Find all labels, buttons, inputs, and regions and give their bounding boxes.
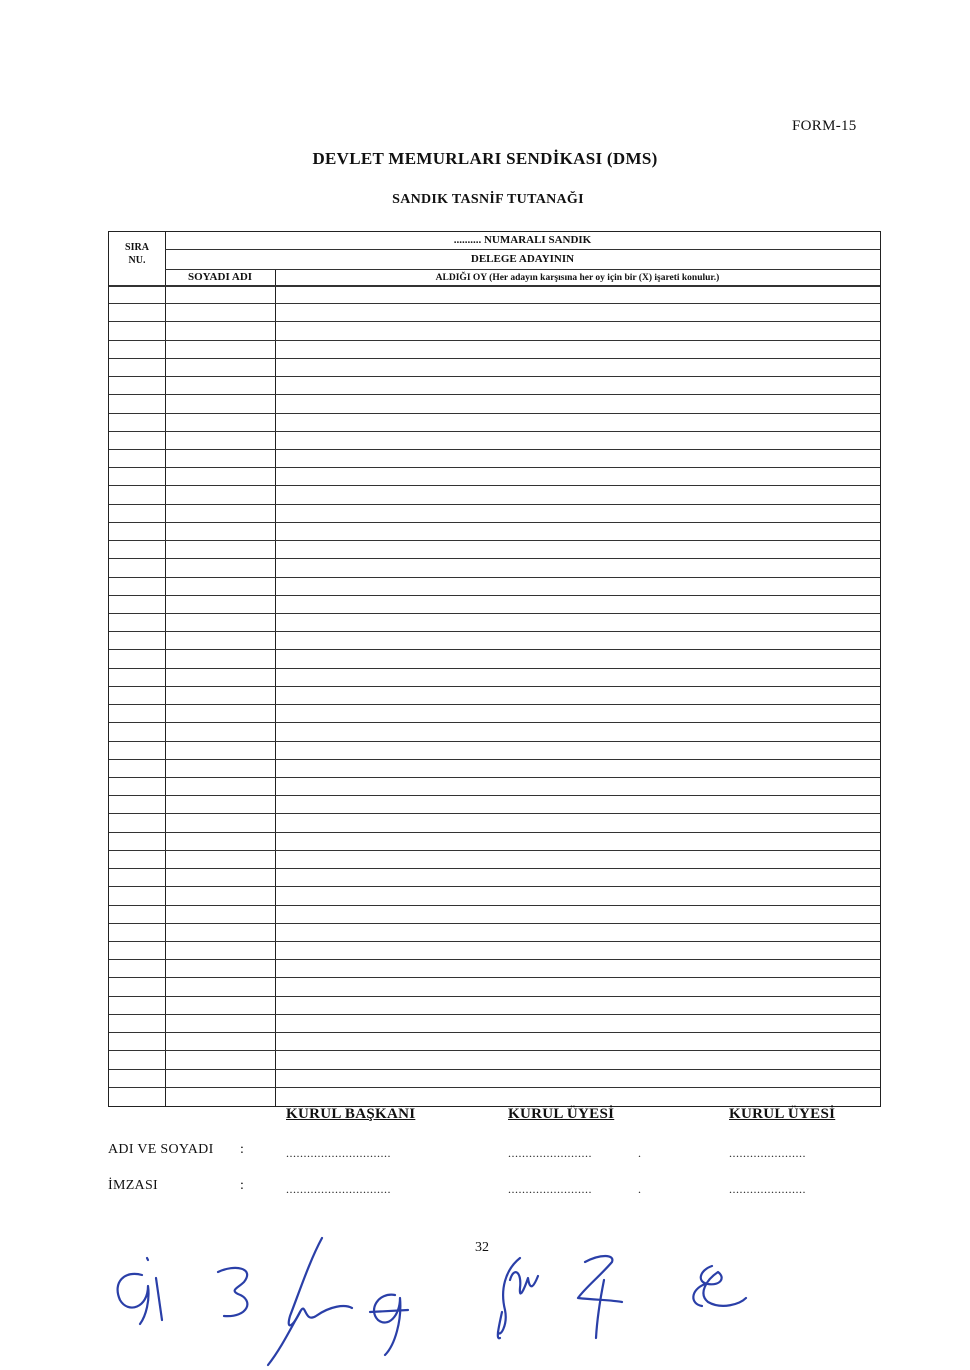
table-row-line xyxy=(109,996,880,997)
tally-table xyxy=(108,231,881,1107)
table-row-line xyxy=(109,577,880,578)
table-row-line xyxy=(109,977,880,978)
table-row-line xyxy=(109,832,880,833)
signature-3 xyxy=(268,1238,352,1365)
table-row-line xyxy=(109,886,880,887)
table-row-line xyxy=(109,1032,880,1033)
sign-label: İMZASI xyxy=(108,1178,159,1193)
name-label: ADI VE SOYADI xyxy=(108,1142,214,1157)
sira-column-divider xyxy=(165,232,166,1106)
table-row-line xyxy=(109,394,880,395)
table-row-line xyxy=(109,522,880,523)
table-row-line xyxy=(109,704,880,705)
table-row-line xyxy=(109,941,880,942)
table-row-line xyxy=(109,431,880,432)
table-row-line xyxy=(109,741,880,742)
header-line-3 xyxy=(109,285,880,287)
table-row-line xyxy=(109,759,880,760)
header-line-2 xyxy=(165,269,880,270)
table-row-line xyxy=(109,558,880,559)
name-colon: : xyxy=(240,1142,244,1157)
name-header: SOYADI ADI xyxy=(187,271,253,283)
name-field-chairman: .............................. xyxy=(286,1146,391,1160)
sign-colon: : xyxy=(240,1178,244,1193)
numbered-box-header: .......... NUMARALI SANDIK xyxy=(453,234,592,246)
table-row-line xyxy=(109,923,880,924)
sign-field-member-1-dot: . xyxy=(638,1182,642,1196)
table-row-line xyxy=(109,813,880,814)
table-row-line xyxy=(109,868,880,869)
table-row-line xyxy=(109,1069,880,1070)
document-title: DEVLET MEMURLARI SENDİKASI (DMS) xyxy=(312,149,658,168)
table-row-line xyxy=(109,321,880,322)
signature-5 xyxy=(498,1258,538,1338)
table-row-line xyxy=(109,649,880,650)
table-row-line xyxy=(109,795,880,796)
role-member-1: KURUL ÜYESİ xyxy=(508,1106,615,1122)
name-field-member-1: ........................ xyxy=(508,1146,592,1160)
table-row-line xyxy=(109,686,880,687)
role-chairman: KURUL BAŞKANI xyxy=(286,1106,416,1122)
table-row-line xyxy=(109,340,880,341)
name-field-member-2: ...................... xyxy=(729,1146,806,1160)
table-row-line xyxy=(109,595,880,596)
form-number: FORM-15 xyxy=(792,118,857,134)
table-row-line xyxy=(109,485,880,486)
signature-7 xyxy=(693,1266,746,1306)
table-row-line xyxy=(109,449,880,450)
table-row-line xyxy=(109,303,880,304)
table-row-line xyxy=(109,777,880,778)
signature-2 xyxy=(218,1268,247,1316)
table-row-line xyxy=(109,376,880,377)
table-row-line xyxy=(109,358,880,359)
table-row-line xyxy=(109,722,880,723)
table-row-line xyxy=(109,467,880,468)
table-row-line xyxy=(109,413,880,414)
role-member-2: KURUL ÜYESİ xyxy=(729,1106,836,1122)
sign-field-chairman: .............................. xyxy=(286,1182,391,1196)
table-row-line xyxy=(109,613,880,614)
table-row-line xyxy=(109,1050,880,1051)
sira-header: SIRA NU. xyxy=(125,242,149,266)
table-row-line xyxy=(109,850,880,851)
document-subtitle: SANDIK TASNİF TUTANAĞI xyxy=(392,192,584,207)
sign-field-member-1: ........................ xyxy=(508,1182,592,1196)
name-column-divider xyxy=(275,270,276,1106)
header-line-1 xyxy=(165,249,880,250)
table-row-line xyxy=(109,1087,880,1088)
name-field-member-1-dot: . xyxy=(638,1146,642,1160)
handwritten-signatures xyxy=(0,1220,970,1370)
delegate-header: DELEGE ADAYININ xyxy=(470,253,575,265)
table-row-line xyxy=(109,540,880,541)
signature-6 xyxy=(578,1256,622,1338)
table-row-line xyxy=(109,504,880,505)
sign-field-member-2: ...................... xyxy=(729,1182,806,1196)
votes-header: ALDIĞI OY (Her adayın karşısına her oy için bir (X) işareti konulur.) xyxy=(435,273,720,283)
table-row-line xyxy=(109,959,880,960)
table-row-line xyxy=(109,668,880,669)
page-number: 32 xyxy=(475,1240,489,1255)
table-row-line xyxy=(109,905,880,906)
signature-1 xyxy=(118,1258,162,1324)
signature-4 xyxy=(370,1295,408,1355)
table-row-line xyxy=(109,631,880,632)
table-row-line xyxy=(109,1014,880,1015)
